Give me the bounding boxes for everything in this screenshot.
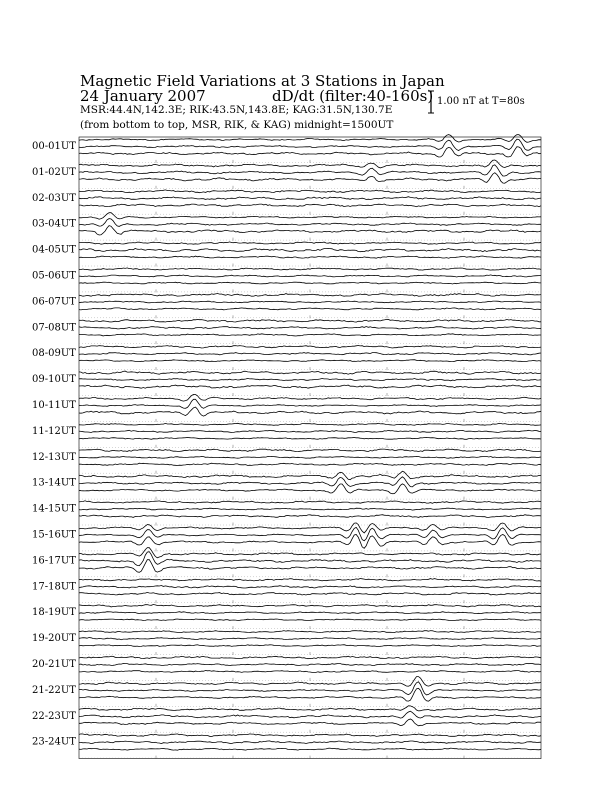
hour-label: 15-16UT <box>32 529 76 541</box>
trace-msr <box>79 748 541 750</box>
component-filter-label: dD/dt (filter:40-160s) <box>272 87 434 105</box>
trace-rik <box>79 741 541 744</box>
hour-label: 09-10UT <box>32 374 76 386</box>
hour-row <box>32 523 541 552</box>
hour-row <box>32 294 541 319</box>
trace-rik <box>79 275 541 277</box>
hour-label: 17-18UT <box>32 581 76 593</box>
trace-kag <box>79 135 541 143</box>
trace-rik <box>79 477 541 487</box>
trace-rik <box>79 378 541 380</box>
trace-kag <box>79 656 541 659</box>
hour-label: 03-04UT <box>32 218 76 230</box>
trace-rik <box>79 327 541 330</box>
trace-msr <box>79 719 541 726</box>
trace-rik <box>79 197 541 200</box>
trace-msr <box>79 645 541 647</box>
hour-row <box>32 346 541 371</box>
trace-msr <box>79 484 541 494</box>
trace-rik <box>79 165 541 176</box>
trace-rik <box>79 527 541 540</box>
trace-msr <box>79 256 541 258</box>
hour-row <box>32 160 541 189</box>
trace-kag <box>79 242 541 244</box>
trace-msr <box>79 437 541 439</box>
chart-date: 24 January 2007 <box>80 87 206 105</box>
hour-row <box>32 706 541 733</box>
trace-kag <box>79 449 541 452</box>
trace-rik <box>79 139 541 150</box>
trace-kag <box>79 371 541 374</box>
trace-kag <box>79 268 541 270</box>
hour-label: 08-09UT <box>32 348 76 360</box>
hour-label: 21-22UT <box>32 684 76 696</box>
trace-rik <box>79 301 541 303</box>
trace-msr <box>79 226 541 235</box>
trace-msr <box>79 334 541 336</box>
trace-rik <box>79 456 541 458</box>
trace-rik <box>79 219 541 227</box>
trace-rik <box>79 612 541 614</box>
hour-row <box>32 449 541 474</box>
trace-rik <box>79 248 541 251</box>
trace-msr <box>79 360 541 362</box>
hour-label: 04-05UT <box>32 244 76 256</box>
trace-msr <box>79 173 541 184</box>
hour-row <box>32 605 541 630</box>
hour-row <box>32 656 541 681</box>
hour-label: 11-12UT <box>32 425 76 437</box>
chart-title: Magnetic Field Variations at 3 Stations in Japan <box>80 72 445 90</box>
hour-row <box>32 213 541 241</box>
trace-kag <box>79 319 541 322</box>
hour-row <box>32 677 541 707</box>
hour-row <box>32 501 541 526</box>
trace-rik <box>79 353 541 355</box>
hour-label: 01-02UT <box>32 166 76 178</box>
trace-msr <box>79 147 541 157</box>
hour-label: 14-15UT <box>32 503 76 515</box>
hour-row <box>32 548 541 578</box>
hour-label: 02-03UT <box>32 192 76 204</box>
trace-rik <box>79 430 541 432</box>
hour-row <box>32 135 541 163</box>
hour-row <box>32 423 541 448</box>
hour-label: 00-01UT <box>32 141 76 152</box>
trace-msr <box>79 592 541 595</box>
hour-row <box>32 631 541 655</box>
station-coordinates: MSR:44.4N,142.3E; RIK:43.5N,143.8E; KAG:31.5N,130.7E <box>80 104 393 116</box>
trace-msr <box>79 619 541 621</box>
hour-row <box>32 242 541 267</box>
trace-msr <box>79 385 541 388</box>
trace-kag <box>79 190 541 193</box>
hour-label: 20-21UT <box>32 659 76 670</box>
hour-row <box>32 579 541 604</box>
scale-label: 1.00 nT at T=80s <box>437 96 525 107</box>
trace-msr <box>79 204 541 207</box>
hour-label: 06-07UT <box>32 296 76 308</box>
trace-kag <box>79 423 541 425</box>
hour-row <box>32 394 541 422</box>
trace-rik <box>79 711 541 718</box>
hour-label: 18-19UT <box>32 607 76 619</box>
trace-msr <box>79 535 541 549</box>
trace-kag <box>79 631 541 633</box>
trace-rik <box>79 586 541 589</box>
trace-kag <box>79 346 541 349</box>
trace-kag <box>79 501 541 504</box>
trace-order-note: (from bottom to top, MSR, RIK, & KAG) midnight=1500UT <box>80 119 394 131</box>
trace-kag <box>79 734 541 737</box>
hour-row <box>32 371 541 396</box>
hour-row <box>32 734 541 759</box>
hour-row <box>32 319 541 344</box>
hour-label: 10-11UT <box>32 400 76 411</box>
trace-kag <box>79 579 541 582</box>
trace-rik <box>79 508 541 510</box>
hour-label: 23-24UT <box>32 736 76 748</box>
hour-row <box>32 268 541 293</box>
hour-label: 05-06UT <box>32 270 76 282</box>
hour-row <box>32 471 541 499</box>
trace-msr <box>79 407 541 416</box>
trace-msr <box>79 463 541 465</box>
hour-label: 22-23UT <box>32 710 76 722</box>
trace-msr <box>79 308 541 310</box>
trace-msr <box>79 560 541 573</box>
trace-rik <box>79 399 541 408</box>
hour-label: 13-14UT <box>32 477 76 489</box>
trace-msr <box>79 671 541 673</box>
trace-rik <box>79 638 541 640</box>
trace-kag <box>79 294 541 297</box>
trace-msr <box>79 515 541 518</box>
trace-msr <box>79 282 541 284</box>
trace-kag <box>79 605 541 607</box>
hour-label: 07-08UT <box>32 322 76 334</box>
hour-label: 19-20UT <box>32 633 76 645</box>
hour-label: 12-13UT <box>32 451 76 463</box>
trace-rik <box>79 663 541 665</box>
hour-row <box>32 190 541 215</box>
hour-label: 16-17UT <box>32 555 76 567</box>
